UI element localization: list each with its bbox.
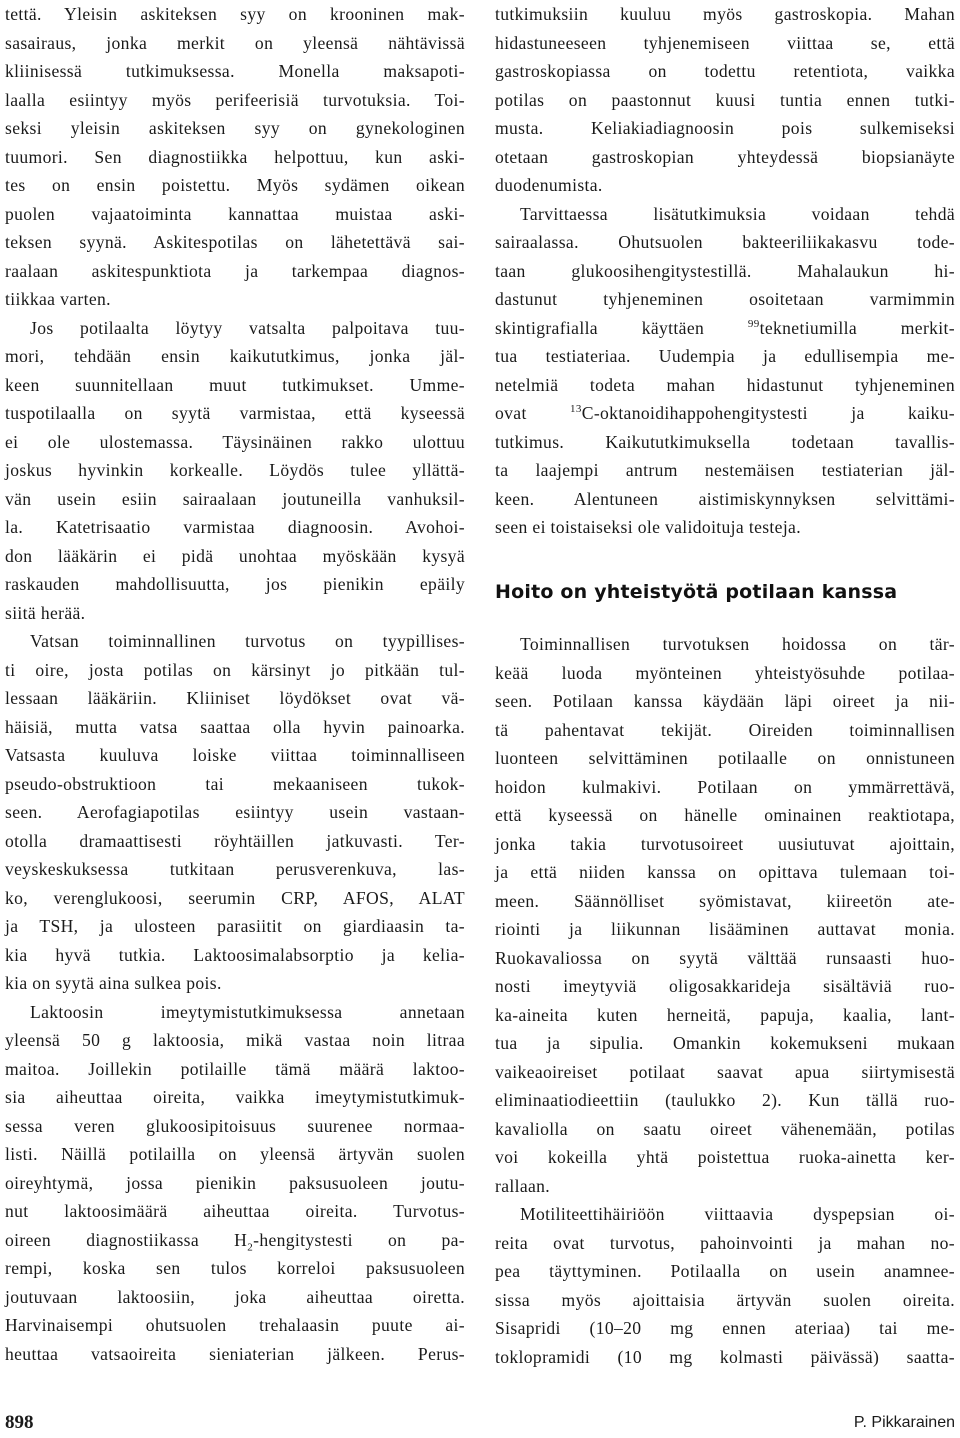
text-line: ti oire, josta potilas on kärsinyt jo pitkään tul- bbox=[5, 659, 465, 680]
text-line: Jos potilaalta löytyy vatsalta palpoitava tuu- bbox=[30, 317, 465, 338]
page-number: 898 bbox=[5, 1412, 34, 1433]
text-line: hidastuneeseen tyhjenemiseen viittaa se, että bbox=[495, 32, 955, 53]
text-line: seen. Aerofagiapotilas esiintyy usein vastaan- bbox=[5, 802, 465, 822]
text-line: nut laktoosimäärä aiheuttaa oireita. Turvotus- bbox=[5, 1201, 465, 1221]
text-line: Motiliteettihäiriöön viittaavia dyspepsian oi- bbox=[520, 1204, 955, 1224]
text-line: tiikkaa varten. bbox=[5, 289, 111, 309]
text-line: taan glukoosihengitystestillä. Mahalaukun hi- bbox=[495, 260, 955, 281]
text-line: tutkimuksiin kuuluu myös gastroskopia. Mahan bbox=[495, 4, 955, 24]
text-line: sessa veren glukoosipitoisuus suurenee normaa- bbox=[5, 1115, 465, 1136]
text-line: sissa myös ajoittaisia ärtyvän suolen oireita. bbox=[495, 1289, 955, 1310]
section-heading: Hoito on yhteistyötä potilaan kanssa bbox=[495, 581, 898, 603]
text-line: lessaan lääkäriin. Kliiniset löydökset ovat vä- bbox=[5, 688, 465, 708]
text-line: dastunut tyhjeneminen osoitetaan varmimmin bbox=[495, 289, 955, 309]
text-line: rempi, koska sen tulos korreloi paksusuoleen bbox=[5, 1258, 465, 1278]
text-line: hoidon kulmakivi. Potilaan on ymmärrettävä, bbox=[495, 776, 955, 797]
text-line: keen. Alentuneen aistimiskynnyksen selvittämi- bbox=[495, 488, 955, 509]
text-line: musta. Keliakiadiagnoosin pois sulkemiseksi bbox=[495, 118, 955, 138]
text-line: luonteen selvittäminen potilaalle on onnistuneen bbox=[495, 748, 955, 768]
text-line: veyskeskuksessa tutkitaan perusverenkuva, las- bbox=[5, 859, 465, 879]
text-line: pea täyttyminen. Potilaalla on usein anamnee- bbox=[495, 1261, 955, 1281]
text-line: ei ole ulostemassa. Täysinäinen rakko ulottuu bbox=[5, 431, 465, 452]
text-line: Sisapridi (10–20 mg ennen ateriaa) tai me- bbox=[495, 1318, 955, 1338]
text-line: seksi yleisin askiteksen syy on gynekologinen bbox=[5, 118, 465, 138]
text-line: vän usein esiin sairaalaan joutuneilla vanhuksil- bbox=[5, 488, 465, 509]
text-line: siitä herää. bbox=[5, 602, 86, 623]
text-line: seen. Potilaan kanssa käydään läpi oireet ja nii- bbox=[495, 691, 955, 711]
text-line: tuumori. Sen diagnostiikka helpottuu, kun aski- bbox=[5, 146, 465, 167]
text-line: nosti imeytyviä oligosakkarideja sisältäviä ruo- bbox=[495, 976, 955, 996]
text-line: kavaliolla on saatu oireet vähenemään, potilas bbox=[495, 1118, 955, 1139]
text-line: kia hyvä tutkia. Laktoosimalabsorptio ja kelia- bbox=[5, 944, 465, 965]
text-line: tua testiateriaa. Uudempia ja edullisempia me- bbox=[495, 346, 955, 366]
text-line: rallaan. bbox=[495, 1175, 551, 1196]
author-name: P. Pikkarainen bbox=[853, 1414, 955, 1431]
text-line: sasairaus, jonka merkit on yleensä nähtävissä bbox=[5, 32, 465, 53]
text-line: ka-aineita kuten herneitä, papuja, kaalia, lant- bbox=[495, 1004, 955, 1025]
right-column-bottom bbox=[495, 630, 955, 1371]
text-line: heuttaa vatsaoireita sieniaterian jälkeen. Perus- bbox=[5, 1343, 465, 1364]
text-line: teksen syynä. Askitespotilas on lähetettävä sai- bbox=[5, 232, 465, 252]
text-line: ja että niiden kanssa on opittava tulemaan toi- bbox=[495, 862, 955, 882]
text-line: ko, verenglukoosi, seerumin CRP, AFOS, ALAT bbox=[5, 887, 465, 908]
text-line: tua ja sipulia. Omankin kokemukseni mukaan bbox=[495, 1033, 955, 1053]
text-line: sia aiheuttaa oireita, vaikka imeytymistutkimuk- bbox=[5, 1087, 465, 1107]
text-line: että kyseessä on hänelle ominainen reaktiotapa, bbox=[495, 805, 955, 825]
text-line-tc99: skintigrafialla käyttäen $^{99}$teknetiumilla merkit- bbox=[495, 317, 955, 338]
text-line: don lääkärin ei pidä unohtaa myöskään kysyä bbox=[5, 545, 465, 566]
text-line: tettä. Yleisin askiteksen syy on krooninen mak- bbox=[5, 4, 465, 24]
text-line: oireyhtymä, jossa pienikin paksusuoleen joutu- bbox=[5, 1172, 465, 1193]
text-line: seen ei toistaiseksi ole validoituja testeja. bbox=[495, 517, 801, 537]
text-line: la. Katetrisaatio varmistaa diagnoosin. Avohoi- bbox=[5, 517, 465, 537]
text-line: voi kokeilla yhtä poistettua ruoka-ainetta ker- bbox=[495, 1147, 955, 1167]
text-line: puolen vajaatoiminta kannattaa muistaa aski- bbox=[5, 203, 465, 224]
text-line: ja TSH, ja ulosteen parasiitit on giardiaasin ta- bbox=[5, 916, 465, 936]
text-line: keen suunnitellaan muut tutkimukset. Umme- bbox=[5, 374, 465, 395]
text-line: eliminaatiodieettiin (taulukko 2). Kun tällä ruo- bbox=[495, 1090, 955, 1110]
text-line: tuspotilaalla on syytä varmistaa, että kyseessä bbox=[5, 403, 465, 423]
text-line: joutuvaan laktoosiin, joka aiheuttaa oiretta. bbox=[5, 1286, 465, 1307]
text-line: otetaan gastroskopian yhteydessä biopsianäyte bbox=[495, 146, 955, 167]
left-column bbox=[5, 0, 465, 1368]
text-line: listi. Näillä potilailla on yleensä ärtyvän suolen bbox=[5, 1144, 465, 1164]
text-line: pseudo-obstruktioon tai mekaaniseen tukok- bbox=[5, 773, 465, 794]
text-line: meen. Säännölliset syömistavat, kiireetön ate- bbox=[495, 890, 955, 911]
superscript-99: 99 bbox=[747, 317, 760, 330]
right-column-top bbox=[495, 0, 955, 542]
text-line: netelmiä todeta mahan hidastunut tyhjeneminen bbox=[495, 374, 955, 395]
text-line: maitoa. Joillekin potilaille tämä määrä laktoo- bbox=[5, 1058, 465, 1079]
text-line: raalaan askitespunktiota ja tarkempaa diagnos- bbox=[5, 260, 465, 281]
text-line: tutkimus. Kaikututkimuksella todetaan tavallis- bbox=[495, 431, 955, 452]
text-line: sairaalassa. Ohutsuolen bakteeriliikakasvu tode- bbox=[495, 232, 955, 252]
text-line: tes on ensin poistettu. Myös sydämen oikean bbox=[5, 175, 465, 195]
text-line: Harvinaisempi ohutsuolen trehalaasin puute ai- bbox=[5, 1315, 465, 1335]
text-line: Laktoosin imeytymistutkimuksessa annetaan bbox=[30, 1001, 465, 1022]
text-line: Vatsan toiminnallinen turvotus on tyypillises- bbox=[30, 631, 465, 651]
text-line: laalla esiintyy myös perifeerisiä turvotuksia. Toi- bbox=[5, 89, 465, 110]
text-line: toklopramidi (10 mg kolmasti päivässä) saatta- bbox=[495, 1346, 955, 1367]
text-line: mori, tehdään ensin kaikututkimus, jonka jäl- bbox=[5, 346, 465, 366]
text-line: riointi ja liikunnan lisääminen auttavat monia. bbox=[495, 919, 955, 939]
text-line: joskus hyvinkin korkealle. Löydös tulee yllättä- bbox=[5, 460, 465, 480]
text-line: ta laajempi antrum nestemäisen testiaterian jäl- bbox=[495, 460, 955, 480]
text-line: Vatsasta kuuluva loiske viittaa toiminnalliseen bbox=[5, 745, 465, 765]
text-line: potilas on paastonnut kuusi tuntia ennen tutki- bbox=[495, 89, 955, 110]
text-line: Ruokavaliossa on syytä välttää runsaasti huo- bbox=[495, 947, 955, 968]
text-line: häisiä, mutta vatsa saattaa olla hyvin painoarka. bbox=[5, 716, 465, 737]
text-line: reita ovat turvotus, pahoinvointi ja mahan no- bbox=[495, 1232, 955, 1253]
subscript-2: 2 bbox=[247, 1241, 254, 1254]
text-line: tä pahentavat tekijät. Oireiden toiminnallisen bbox=[495, 719, 955, 740]
text-line: Tarvittaessa lisätutkimuksia voidaan tehdä bbox=[520, 203, 955, 224]
text-line: keää luoda myönteinen yhteistyösuhde potilaa- bbox=[495, 662, 955, 683]
text-line: Toiminnallisen turvotuksen hoidossa on tär- bbox=[520, 634, 955, 654]
text-line: kliinisessä tutkimuksessa. Monella maksapoti- bbox=[5, 61, 465, 81]
text-line: duodenumista. bbox=[495, 175, 603, 195]
text-line: yleensä 50 g laktoosia, mikä vastaa noin litraa bbox=[5, 1030, 465, 1050]
text-line: gastroskopiassa on todettu retentiota, vaikka bbox=[495, 61, 955, 81]
text-line: jonka takia turvotusoireet uusiutuvat ajoittain, bbox=[495, 833, 955, 854]
superscript-13: 13 bbox=[570, 403, 582, 416]
text-line: vaikeaoireiset potilaat saavat apua siirtymisestä bbox=[495, 1061, 955, 1082]
text-line-h2: oireen diagnostiikassa $H_2$-hengitystesti on pa- bbox=[5, 1229, 465, 1254]
text-line: raskauden mahdollisuutta, jos pienikin epäily bbox=[5, 574, 465, 594]
text-line: kia on syytä aina sulkea pois. bbox=[5, 973, 222, 993]
text-line: otolla dramaattisesti röyhtäillen jatkuvasti. Ter- bbox=[5, 830, 465, 851]
text-line-c13: ovat $^{13}$C-oktanoidihappohengitystesti ja kaiku- bbox=[495, 403, 955, 423]
